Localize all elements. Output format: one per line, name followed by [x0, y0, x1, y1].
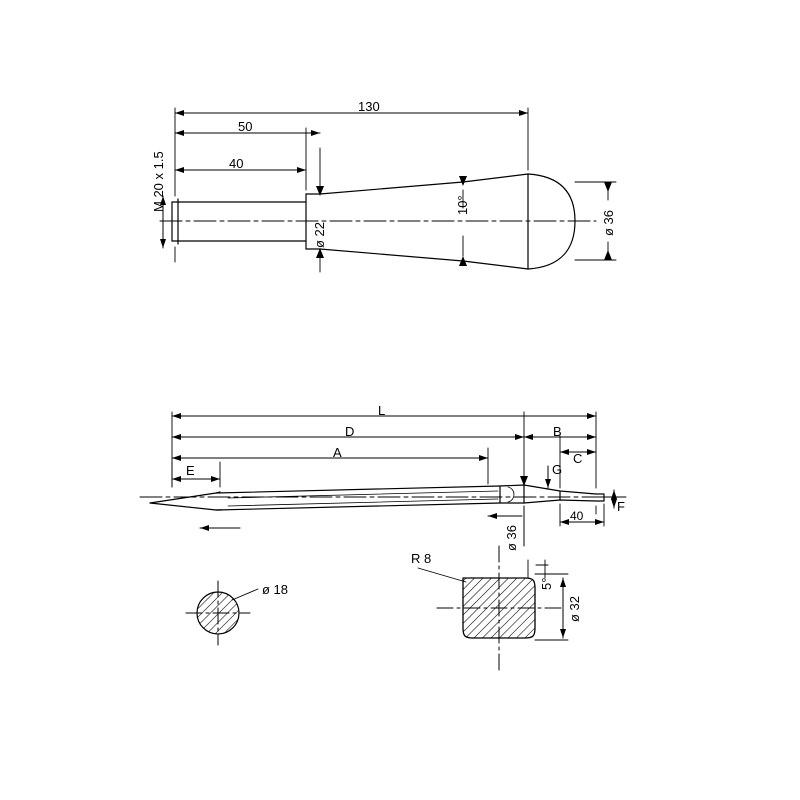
label-dim-B: B — [553, 424, 562, 439]
label-length-40-lower: 40 — [570, 509, 584, 523]
label-dim-D: D — [345, 424, 355, 439]
round-section — [186, 581, 258, 645]
label-length-130: 130 — [358, 99, 380, 114]
label-angle-10: 10° — [455, 195, 470, 215]
label-angle-5: 5° — [539, 577, 554, 590]
blade-dimension-lines — [172, 416, 614, 546]
label-dim-F: F — [617, 499, 625, 514]
label-dim-L: L — [378, 403, 386, 418]
label-length-50: 50 — [238, 119, 253, 134]
label-diameter-36-upper: ø 36 — [601, 209, 616, 236]
label-diameter-32: ø 32 — [567, 595, 582, 622]
label-dim-A: A — [333, 445, 342, 460]
label-diameter-22: ø 22 — [312, 221, 327, 248]
label-length-40: 40 — [229, 156, 244, 171]
label-diameter-18: ø 18 — [262, 582, 289, 597]
label-radius-8: R 8 — [411, 551, 432, 566]
blade-arrow-marks — [520, 476, 528, 486]
upper-extension-lines — [175, 108, 528, 262]
label-dim-C: C — [573, 451, 583, 466]
label-diameter-36-lower: ø 36 — [504, 524, 519, 551]
label-dim-E: E — [186, 463, 195, 478]
label-thread-m20: M 20 x 1.5 — [151, 151, 166, 212]
label-dim-G: G — [552, 462, 563, 477]
square-section — [418, 546, 568, 672]
